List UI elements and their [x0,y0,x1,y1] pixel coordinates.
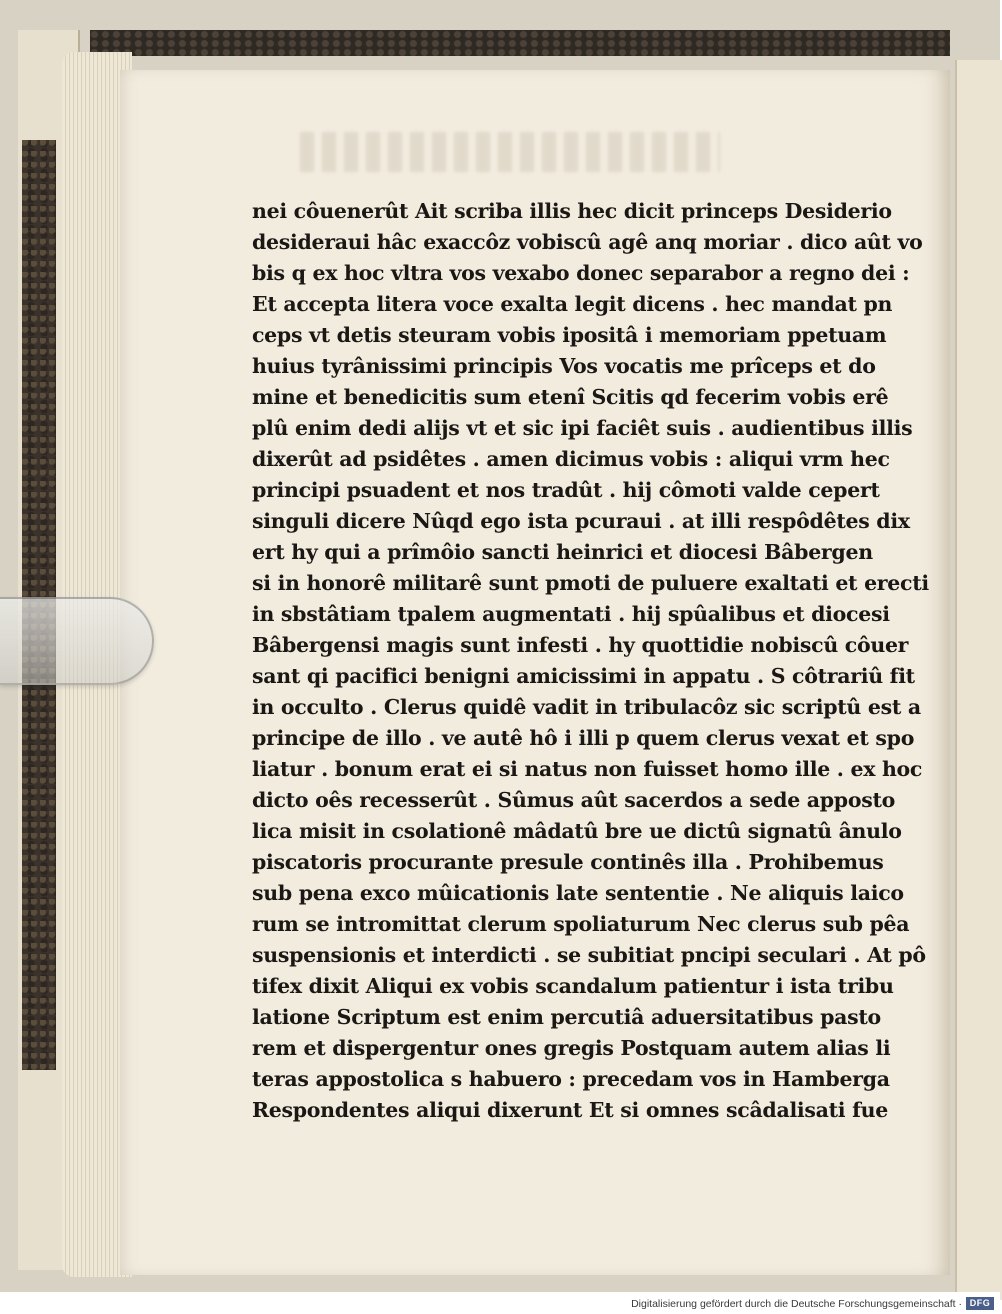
text-line: suspensionis et interdicti . se subitiat pncipi seculari . At pô [252,943,926,967]
text-line: bis q ex hoc vltra vos vexabo donec separabor a regno dei : [252,261,910,285]
text-line: mine et benedicitis sum etenî Scitis qd fecerim vobis erê [252,385,889,409]
footer-bar [0,1292,1000,1314]
text-line: dixerût ad psidêtes . amen dicimus vobis : aliqui vrm hec [252,447,890,471]
text-line: principi psuadent et nos tradût . hij cômoti valde cepert [252,478,880,502]
marbled-cover-top [90,30,950,56]
offset-ghost-text [300,132,720,172]
text-line: Bâbergensi magis sunt infesti . hy quottidie nobiscû côuer [252,633,909,657]
text-line: in occulto . Clerus quidê vadit in tribulacôz sic scriptû est a [252,695,921,719]
text-line: huius tyrânissimi principis Vos vocatis me prîceps et do [252,354,876,378]
text-line: Respondentes aliqui dixerunt Et si omnes scâdalisati fue [252,1098,888,1122]
text-line: rum se intromittat clerum spoliaturum Nec clerus sub pêa [252,912,910,936]
text-line: ert hy qui a prîmôio sancti heinrici et diocesi Bâbergen [252,540,873,564]
dfg-logo: DFG [966,1297,994,1310]
text-line: tifex dixit Aliqui ex vobis scandalum patientur i ista tribu [252,974,894,998]
text-line: plû enim dedi alijs vt et sic ipi faciêt suis . audientibus illis [252,416,913,440]
facing-page-edge [955,60,1002,1300]
text-line: nei côuenerût Ait scriba illis hec dicit princeps Desiderio [252,199,892,223]
text-line: sub pena exco mûicationis late sententie . Ne aliquis laico [252,881,904,905]
text-line: teras appostolica s habuero : precedam vos in Hamberga [252,1067,890,1091]
text-line: in sbstâtiam tpalem augmentati . hij spûalibus et diocesi [252,602,890,626]
text-line: dicto oês recesserût . Sûmus aût sacerdos a sede apposto [252,788,895,812]
text-line: Et accepta litera voce exalta legit dicens . hec mandat pn [252,292,893,316]
text-line: piscatoris procurante presule continês illa . Prohibemus [252,850,884,874]
text-line: singuli dicere Nûqd ego ista pcuraui . at illi respôdêtes dix [252,509,910,533]
text-line: sant qi pacifici benigni amicissimi in appatu . S côtrariû fit [252,664,915,688]
text-line: lica misit in csolationê mâdatû bre ue dictû signatû ânulo [252,819,902,843]
text-line: latione Scriptum est enim percutiâ aduersitatibus pasto [252,1005,881,1029]
text-line: rem et dispergentur ones gregis Postquam autem alias li [252,1036,891,1060]
page-holder-clip [0,597,154,685]
text-line: si in honorê militarê sunt pmoti de puluere exaltati et erecti [252,571,929,595]
text-line: ceps vt detis steuram vobis ipositâ i memoriam ppetuam [252,323,887,347]
text-line: principe de illo . ve autê hô i illi p quem clerus vexat et spo [252,726,915,750]
funding-credit: Digitalisierung gefördert durch die Deutsche Forschungsgemeinschaft · [631,1298,962,1310]
text-line: liatur . bonum erat ei si natus non fuisset homo ille . ex hoc [252,757,923,781]
page-text-block [252,196,929,1126]
text-line: desideraui hâc exaccôz vobiscû agê anq moriar . dico aût vo [252,230,923,254]
